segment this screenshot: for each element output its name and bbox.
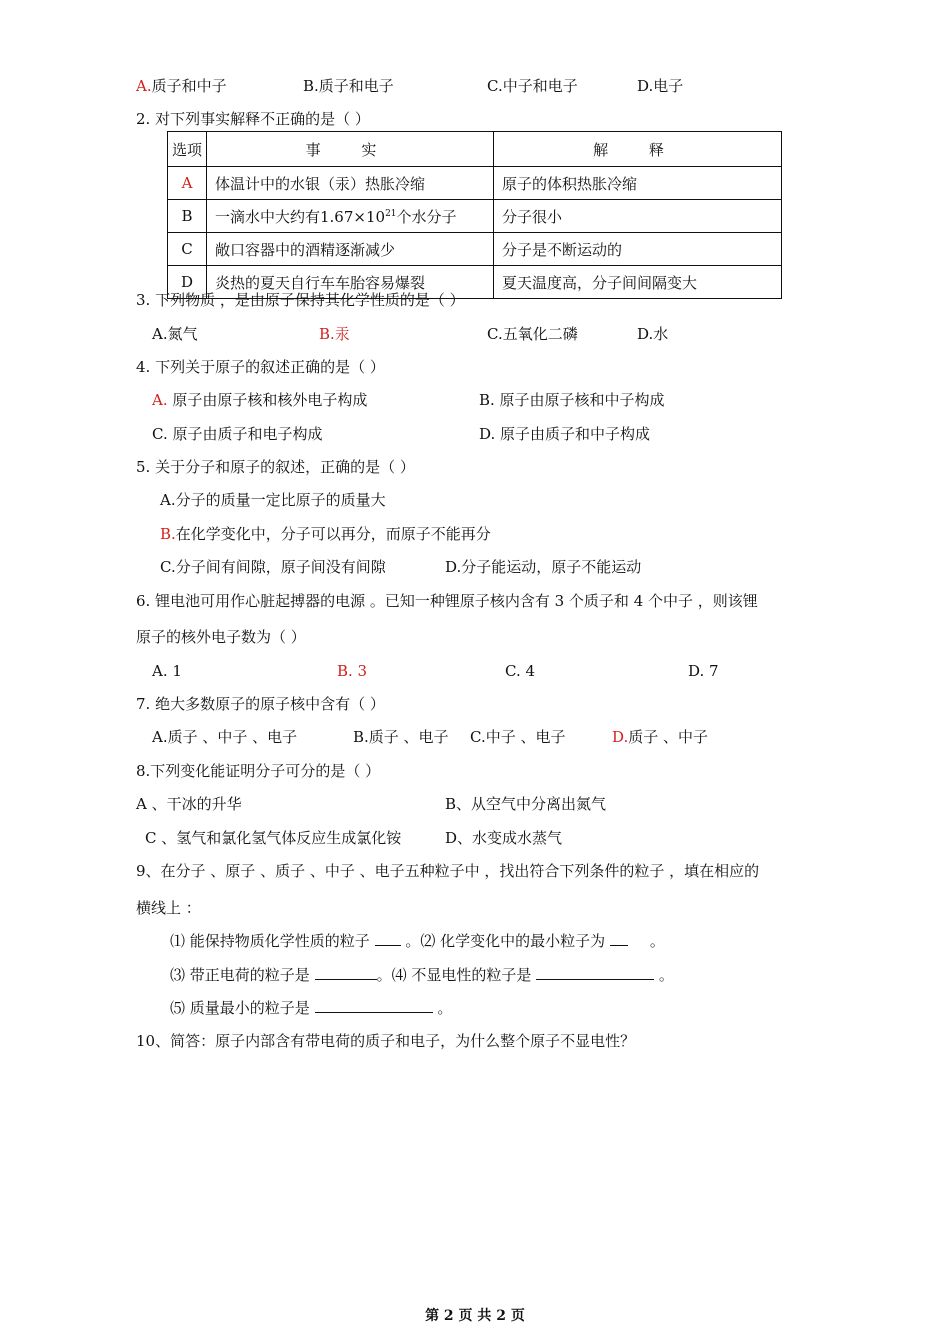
q5-option-d: D.分子能运动，原子不能运动 <box>445 558 642 576</box>
q9-stem-line1: 9、在分子 、原子 、质子 、中子 、电子五种粒子中 ，找出符合下列条件的粒子 ，填在相应的 <box>136 862 760 880</box>
q9-part-5: ⑸ 质量最小的粒子是 。 <box>170 999 453 1017</box>
table-row <box>168 200 782 233</box>
answer-blank[interactable] <box>375 931 401 946</box>
q5-option-b: B.在化学变化中，分子可以再分，而原子不能再分 <box>160 525 491 543</box>
q6-stem-line1: 6. 锂电池可用作心脏起搏器的电源 。已知一种锂原子核内含有 3 个质子和 4 个中子 ，则该锂 <box>136 592 758 610</box>
q4-option-d: D. 原子由质子和中子构成 <box>479 425 651 443</box>
table-header-row <box>168 132 782 167</box>
header-explain: 解 释 <box>494 132 782 167</box>
q1-option-c: C.中子和电子 <box>487 77 578 95</box>
q6-option-b: B. 3 <box>337 662 368 680</box>
row-explain: 夏天温度高，分子间间隔变大 <box>494 266 782 299</box>
q9-part-3-4: ⑶ 带正电荷的粒子是 。⑷ 不显电性的粒子是 。 <box>170 966 674 984</box>
q3-option-a: A.氮气 <box>152 325 198 343</box>
q8-stem: 8.下列变化能证明分子可分的是（ ） <box>136 762 381 780</box>
q6-option-d: D. 7 <box>688 662 719 680</box>
q1-option-b: B.质子和电子 <box>303 77 394 95</box>
row-explain: 分子很小 <box>494 200 782 233</box>
row-explain: 分子是不断运动的 <box>494 233 782 266</box>
q5-stem: 5. 关于分子和原子的叙述，正确的是（ ） <box>136 458 415 476</box>
answer-blank[interactable] <box>536 965 654 980</box>
q3-option-d: D.水 <box>637 325 669 343</box>
q3-stem: 3. 下列物质 ，是由原子保持其化学性质的是（ ） <box>136 291 465 309</box>
row-fact: 炎热的夏天自行车车胎容易爆裂 <box>207 266 494 299</box>
q6-stem-line2: 原子的核外电子数为（ ） <box>136 628 306 646</box>
q9-stem-line2: 横线上 ： <box>136 899 201 917</box>
q4-option-a: A. 原子由原子核和核外电子构成 <box>152 391 368 409</box>
q2-stem: 2. 对下列事实解释不正确的是（ ） <box>136 110 370 128</box>
answer-mark: B. <box>160 525 176 543</box>
row-option: D <box>168 266 207 299</box>
answer-blank[interactable] <box>315 965 377 980</box>
q3-option-b: B.汞 <box>319 325 350 343</box>
q5-option-a: A.分子的质量一定比原子的质量大 <box>160 491 386 509</box>
q3-option-c: C.五氧化二磷 <box>487 325 578 343</box>
q8-option-c: C 、氢气和氯化氢气体反应生成氯化铵 <box>145 829 402 847</box>
q7-option-a: A.质子 、中子 、电子 <box>152 728 298 746</box>
q10-stem: 10、简答：原子内部含有带电荷的质子和电子，为什么整个原子不显电性？ <box>136 1032 636 1050</box>
row-option: B <box>168 200 207 233</box>
q7-option-d: D.质子 、中子 <box>612 728 709 746</box>
q8-option-a: A 、干冰的升华 <box>136 795 242 813</box>
header-fact: 事 实 <box>207 132 494 167</box>
answer-mark: D. <box>612 728 629 746</box>
q4-option-b: B. 原子由原子核和中子构成 <box>479 391 665 409</box>
answer-mark: A. <box>136 77 152 95</box>
row-fact: 体温计中的水银（汞）热胀冷缩 <box>207 167 494 200</box>
q1-option-d: D.电子 <box>637 77 684 95</box>
row-explain: 原子的体积热胀冷缩 <box>494 167 782 200</box>
q7-stem: 7. 绝大多数原子的原子核中含有（ ） <box>136 695 385 713</box>
row-option: A <box>168 167 207 200</box>
q8-option-b: B、从空气中分离出氮气 <box>445 795 607 813</box>
table-row <box>168 167 782 200</box>
q1-option-a: A.质子和中子 <box>136 77 227 95</box>
q7-option-c: C.中子 、电子 <box>470 728 566 746</box>
q6-option-c: C. 4 <box>505 662 536 680</box>
answer-blank[interactable] <box>610 931 628 946</box>
q4-stem: 4. 下列关于原子的叙述正确的是（ ） <box>136 358 385 376</box>
q6-option-a: A. 1 <box>152 662 182 680</box>
q8-option-d: D、水变成水蒸气 <box>445 829 563 847</box>
q2-fact-table <box>167 131 782 299</box>
q4-option-c: C. 原子由质子和电子构成 <box>152 425 323 443</box>
row-fact: 敞口容器中的酒精逐渐减少 <box>207 233 494 266</box>
page-footer: 第 2 页 共 2 页 <box>425 1308 525 1324</box>
answer-mark: A. <box>152 391 168 409</box>
header-option: 选项 <box>168 132 207 167</box>
table-row <box>168 233 782 266</box>
row-option: C <box>168 233 207 266</box>
q9-part-1-2: ⑴ 能保持物质化学性质的粒子 。⑵ 化学变化中的最小粒子为 。 <box>170 932 665 950</box>
row-fact: 一滴水中大约有$1.67\times 10^{21}$个水分子 <box>207 200 494 233</box>
answer-blank[interactable] <box>315 998 433 1013</box>
q5-option-c: C.分子间有间隙，原子间没有间隙 <box>160 558 386 576</box>
q7-option-b: B.质子 、电子 <box>353 728 449 746</box>
